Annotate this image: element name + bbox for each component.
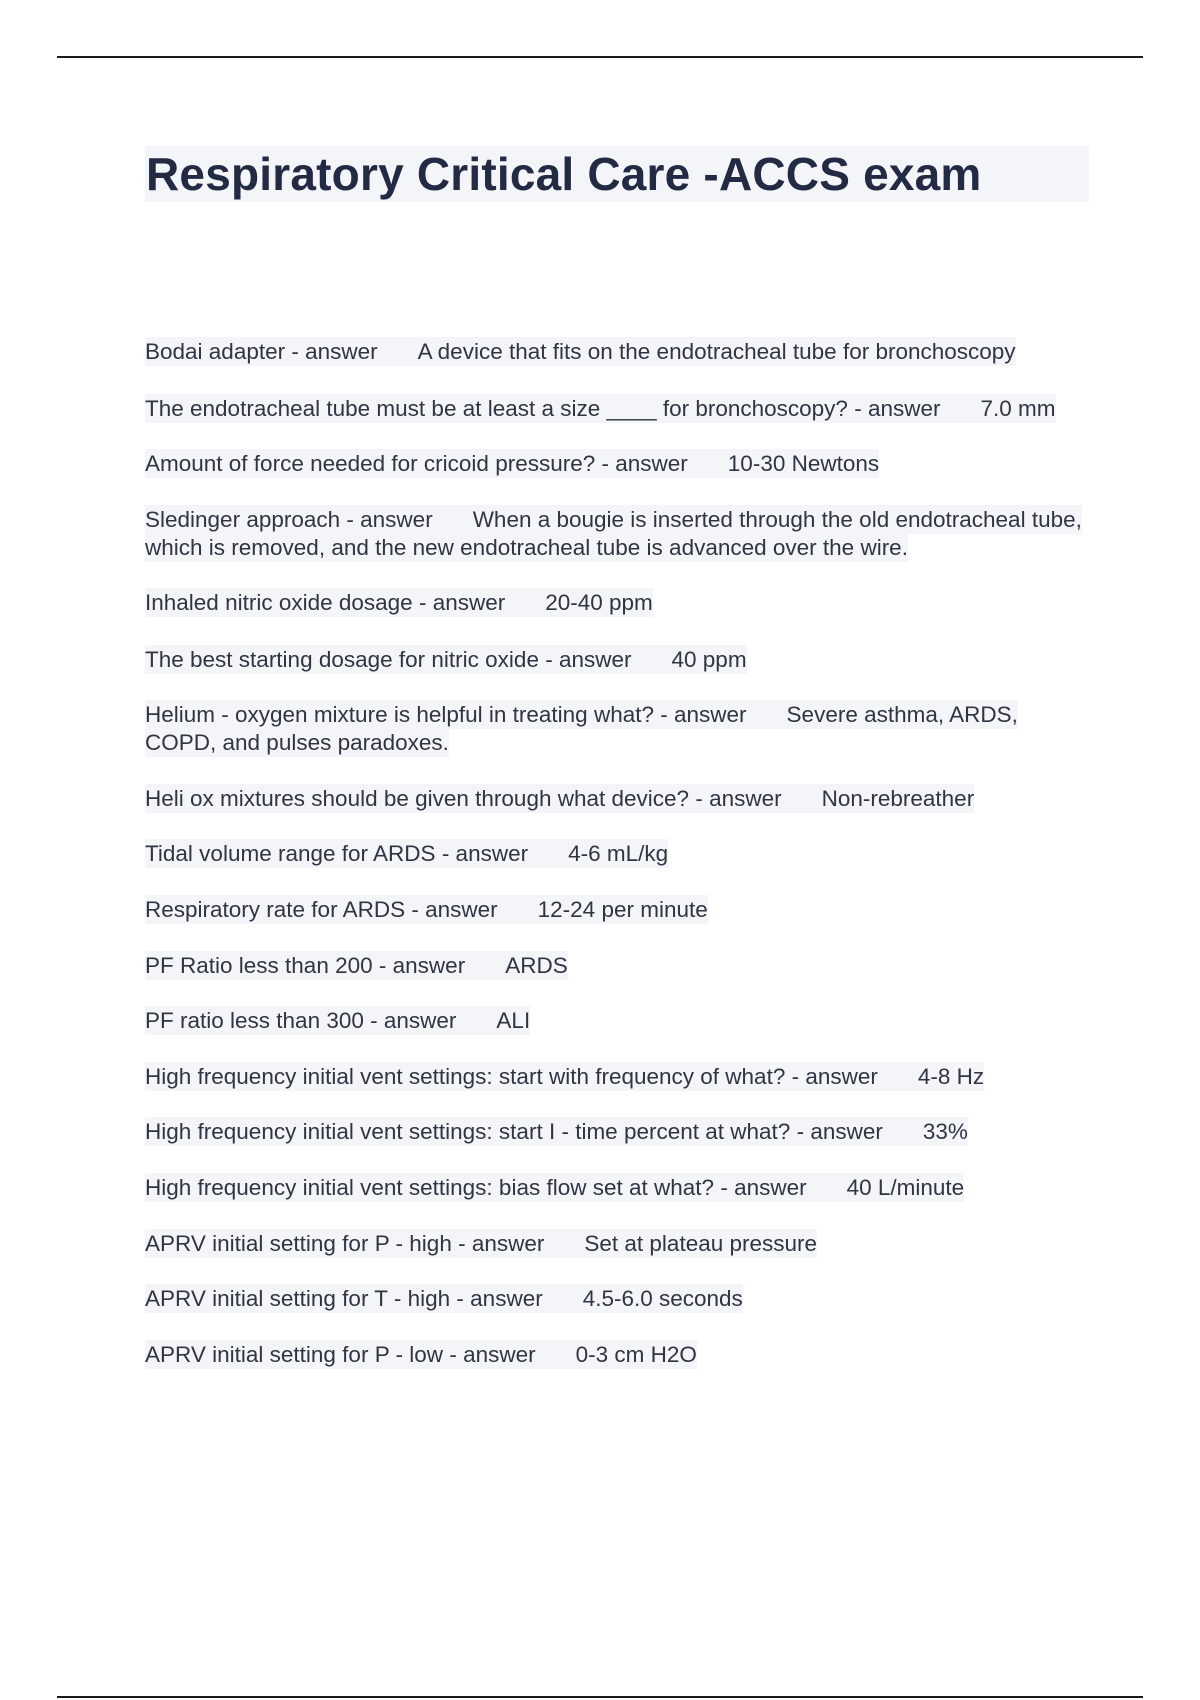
qa-answer: ARDS bbox=[505, 953, 568, 978]
qa-separator: - answer bbox=[449, 1342, 536, 1367]
qa-question: Tidal volume range for ARDS bbox=[145, 841, 436, 866]
qa-question: APRV initial setting for P - low bbox=[145, 1342, 444, 1367]
qa-list bbox=[145, 338, 1089, 1369]
qa-item bbox=[145, 1063, 1089, 1091]
bottom-rule bbox=[57, 1696, 1143, 1698]
qa-separator: - answer bbox=[411, 897, 498, 922]
qa-separator: - answer bbox=[660, 702, 747, 727]
qa-separator: - answer bbox=[796, 1119, 883, 1144]
qa-answer: 4-6 mL/kg bbox=[568, 841, 669, 866]
qa-answer: When a bougie is inserted through the old endotracheal tube, which is removed, and the new endotracheal tube is advanced over the wire. bbox=[145, 507, 1082, 560]
qa-item bbox=[145, 338, 1089, 366]
qa-answer: 10-30 Newtons bbox=[727, 451, 880, 476]
qa-question: Inhaled nitric oxide dosage bbox=[145, 590, 413, 615]
qa-separator: - answer bbox=[370, 1008, 457, 1033]
qa-answer: A device that fits on the endotracheal tube for bronchoscopy bbox=[417, 339, 1016, 364]
qa-question: High frequency initial vent settings: bias flow set at what? bbox=[145, 1175, 715, 1200]
qa-item bbox=[145, 1118, 1089, 1146]
qa-question: The endotracheal tube must be at least a size ____ for bronchoscopy? bbox=[145, 396, 848, 421]
qa-answer: 0-3 cm H2O bbox=[575, 1342, 697, 1367]
qa-item bbox=[145, 785, 1089, 813]
qa-separator: - answer bbox=[854, 396, 941, 421]
qa-separator: - answer bbox=[418, 590, 506, 615]
qa-separator: - answer bbox=[601, 451, 688, 476]
qa-answer: Severe asthma, ARDS, COPD, and pulses paradoxes. bbox=[145, 702, 1018, 755]
qa-separator: - answer bbox=[720, 1175, 807, 1200]
qa-item bbox=[145, 701, 1089, 757]
qa-question: Sledinger approach bbox=[145, 507, 341, 532]
qa-separator: - answer bbox=[378, 953, 466, 978]
qa-question: PF Ratio less than 200 bbox=[145, 953, 373, 978]
qa-question: APRV initial setting for T - high bbox=[145, 1286, 451, 1311]
qa-answer: 4-8 Hz bbox=[917, 1064, 985, 1089]
qa-separator: - answer bbox=[458, 1231, 545, 1256]
qa-answer: 4.5-6.0 seconds bbox=[582, 1286, 743, 1311]
qa-item bbox=[145, 450, 1089, 478]
qa-question: Respiratory rate for ARDS bbox=[145, 897, 406, 922]
top-rule bbox=[57, 56, 1143, 58]
qa-item bbox=[145, 646, 1089, 674]
qa-item bbox=[145, 1341, 1089, 1369]
qa-item bbox=[145, 589, 1089, 617]
qa-separator: - answer bbox=[456, 1286, 543, 1311]
qa-separator: - answer bbox=[346, 507, 433, 532]
qa-answer: 7.0 mm bbox=[980, 396, 1056, 421]
qa-separator: - answer bbox=[545, 647, 632, 672]
qa-separator: - answer bbox=[695, 786, 782, 811]
qa-answer: Non-rebreather bbox=[821, 786, 975, 811]
qa-question: High frequency initial vent settings: start with frequency of what? bbox=[145, 1064, 786, 1089]
qa-item bbox=[145, 1174, 1089, 1202]
qa-answer: 40 L/minute bbox=[846, 1175, 965, 1200]
qa-item bbox=[145, 1007, 1089, 1035]
qa-answer: 12-24 per minute bbox=[537, 897, 708, 922]
qa-separator: - answer bbox=[291, 339, 378, 364]
qa-question: Bodai adapter bbox=[145, 339, 286, 364]
qa-item bbox=[145, 506, 1089, 562]
qa-question: High frequency initial vent settings: start I - time percent at what? bbox=[145, 1119, 791, 1144]
qa-item bbox=[145, 896, 1089, 924]
qa-separator: - answer bbox=[791, 1064, 878, 1089]
page-title: Respiratory Critical Care -ACCS exam bbox=[146, 148, 982, 200]
qa-item bbox=[145, 1285, 1089, 1313]
qa-question: Amount of force needed for cricoid pressure? bbox=[145, 451, 596, 476]
qa-answer: 40 ppm bbox=[671, 647, 747, 672]
qa-answer: ALI bbox=[496, 1008, 531, 1033]
qa-question: Heli ox mixtures should be given through what device? bbox=[145, 786, 690, 811]
qa-question: Helium - oxygen mixture is helpful in treating what? bbox=[145, 702, 654, 727]
qa-answer: 20-40 ppm bbox=[545, 590, 653, 615]
qa-item bbox=[145, 952, 1089, 980]
qa-answer: Set at plateau pressure bbox=[584, 1231, 818, 1256]
qa-item bbox=[145, 840, 1089, 868]
qa-item bbox=[145, 395, 1089, 423]
qa-separator: - answer bbox=[441, 841, 529, 866]
qa-answer: 33% bbox=[922, 1119, 968, 1144]
qa-question: APRV initial setting for P - high bbox=[145, 1231, 452, 1256]
qa-item bbox=[145, 1230, 1089, 1258]
qa-question: The best starting dosage for nitric oxide bbox=[145, 647, 539, 672]
qa-question: PF ratio less than 300 bbox=[145, 1008, 364, 1033]
